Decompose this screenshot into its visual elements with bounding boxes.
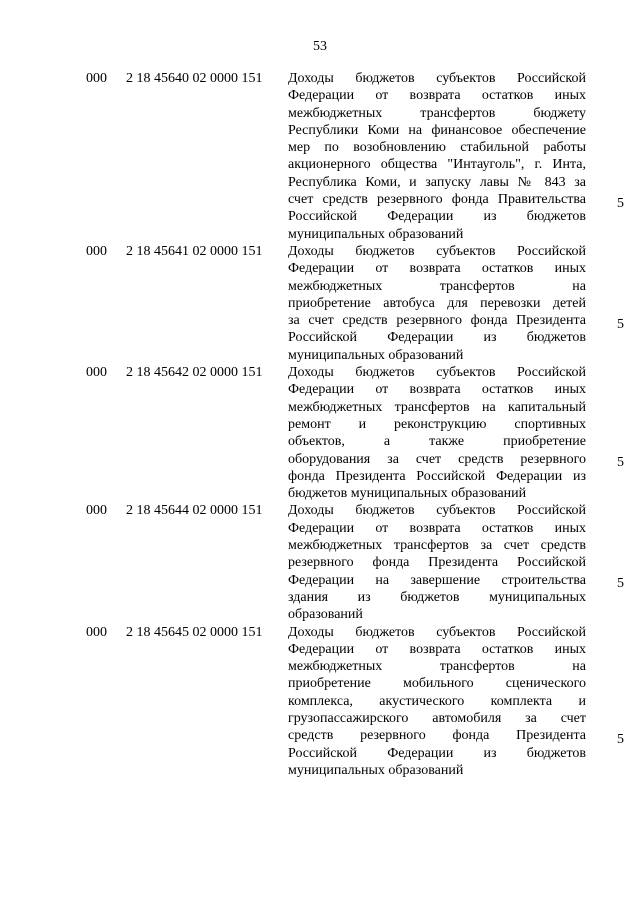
revenue-name-line: Республика Коми, и запуску лавы № 843 за bbox=[288, 174, 586, 190]
revenue-name bbox=[288, 502, 586, 623]
revenue-name bbox=[288, 70, 586, 243]
revenue-name-line: оборудования за счет средств резервного bbox=[288, 451, 586, 467]
revenue-name-line: образований bbox=[288, 607, 363, 623]
revenue-name bbox=[288, 624, 586, 780]
revenue-name-line: приобретение автобуса для перевозки детей bbox=[288, 295, 586, 311]
revenue-name-line: бюджетов муниципальных образований bbox=[288, 486, 527, 502]
revenue-name bbox=[288, 364, 586, 502]
revenue-name-line: счет средств резервного фонда Правительства bbox=[288, 192, 586, 208]
revenue-name-line: межбюджетных трансфертов за счет средств bbox=[288, 538, 586, 554]
amount-value: 5 bbox=[617, 731, 624, 747]
revenue-name-line: Федерации на завершение строительства bbox=[288, 572, 586, 588]
amount-value: 5 bbox=[617, 576, 624, 592]
amount-cell bbox=[586, 624, 626, 780]
revenue-code: 2 18 45644 02 0000 151 bbox=[126, 503, 263, 519]
amount-cell bbox=[586, 364, 626, 502]
revenue-code: 2 18 45641 02 0000 151 bbox=[126, 243, 263, 259]
revenue-name-line: комплекса, акустического комплекта и bbox=[288, 693, 586, 709]
revenue-name-line: Доходы бюджетов субъектов Российской bbox=[288, 624, 586, 640]
revenue-name-line: средств резервного фонда Президента bbox=[288, 728, 586, 744]
revenue-name-line: фонда Президента Российской Федерации из bbox=[288, 468, 586, 484]
revenue-name-line: межбюджетных трансфертов на bbox=[288, 659, 586, 675]
revenue-name-line: Российской Федерации из бюджетов bbox=[288, 330, 586, 346]
revenue-name-line: муниципальных образований bbox=[288, 226, 464, 242]
revenue-name-line: Российской Федерации из бюджетов bbox=[288, 745, 586, 761]
revenue-name-line: ремонт и реконструкцию спортивных bbox=[288, 416, 586, 432]
revenue-name-line: Доходы бюджетов субъектов Российской bbox=[288, 71, 586, 86]
table-row bbox=[86, 502, 626, 623]
admin-code: 000 bbox=[86, 503, 107, 519]
revenue-code: 2 18 45642 02 0000 151 bbox=[126, 365, 263, 381]
revenue-name-line: межбюджетных трансфертов на bbox=[288, 278, 586, 294]
amount-value: 5 bbox=[617, 195, 624, 211]
page-number: 53 bbox=[313, 39, 327, 54]
admin-code: 000 bbox=[86, 365, 107, 381]
table-row bbox=[86, 364, 626, 502]
amount-cell bbox=[586, 502, 626, 623]
revenue-code: 2 18 45645 02 0000 151 bbox=[126, 624, 263, 640]
revenue-name-line: муниципальных образований bbox=[288, 762, 464, 778]
revenue-name-line: Федерации от возврата остатков иных bbox=[288, 641, 586, 657]
revenue-code: 2 18 45640 02 0000 151 bbox=[126, 71, 263, 86]
revenue-name-line: акционерного общества "Интауголь", г. Инта, bbox=[288, 157, 586, 173]
admin-code: 000 bbox=[86, 624, 107, 640]
table-row bbox=[86, 624, 626, 780]
revenue-name-line: резервного фонда Президента Российской bbox=[288, 555, 586, 571]
revenue-name-line: Доходы бюджетов субъектов Российской bbox=[288, 243, 586, 259]
amount-cell bbox=[586, 243, 626, 364]
revenue-name-line: здания из бюджетов муниципальных bbox=[288, 589, 586, 605]
revenue-code-table bbox=[86, 70, 626, 779]
revenue-name bbox=[288, 243, 586, 364]
table-row bbox=[86, 70, 626, 243]
table-row bbox=[86, 243, 626, 364]
revenue-name-line: за счет средств резервного фонда Президента bbox=[288, 313, 586, 329]
revenue-name-line: Федерации от возврата остатков иных bbox=[288, 520, 586, 536]
revenue-name-line: Российской Федерации из бюджетов bbox=[288, 209, 586, 225]
revenue-name-line: мер по возобновлению стабильной работы bbox=[288, 140, 586, 156]
revenue-name-line: Доходы бюджетов субъектов Российской bbox=[288, 503, 586, 519]
revenue-name-line: приобретение мобильного сценического bbox=[288, 676, 586, 692]
revenue-name-line: межбюджетных трансфертов на капитальный bbox=[288, 399, 586, 415]
amount-value: 5 bbox=[617, 316, 624, 332]
admin-code: 000 bbox=[86, 71, 107, 86]
revenue-name-line: межбюджетных трансфертов бюджету bbox=[288, 105, 586, 121]
revenue-name-line: Республики Коми на финансовое обеспечение bbox=[288, 122, 586, 138]
amount-cell bbox=[586, 70, 626, 243]
revenue-name-line: грузопассажирского автомобиля за счет bbox=[288, 710, 586, 726]
admin-code: 000 bbox=[86, 243, 107, 259]
revenue-name-line: Федерации от возврата остатков иных bbox=[288, 88, 586, 104]
amount-value: 5 bbox=[617, 455, 624, 470]
revenue-name-line: объектов, а также приобретение bbox=[288, 434, 586, 450]
revenue-name-line: Доходы бюджетов субъектов Российской bbox=[288, 365, 586, 381]
revenue-name-line: Федерации от возврата остатков иных bbox=[288, 382, 586, 398]
revenue-name-line: муниципальных образований bbox=[288, 347, 464, 363]
revenue-name-line: Федерации от возврата остатков иных bbox=[288, 261, 586, 277]
